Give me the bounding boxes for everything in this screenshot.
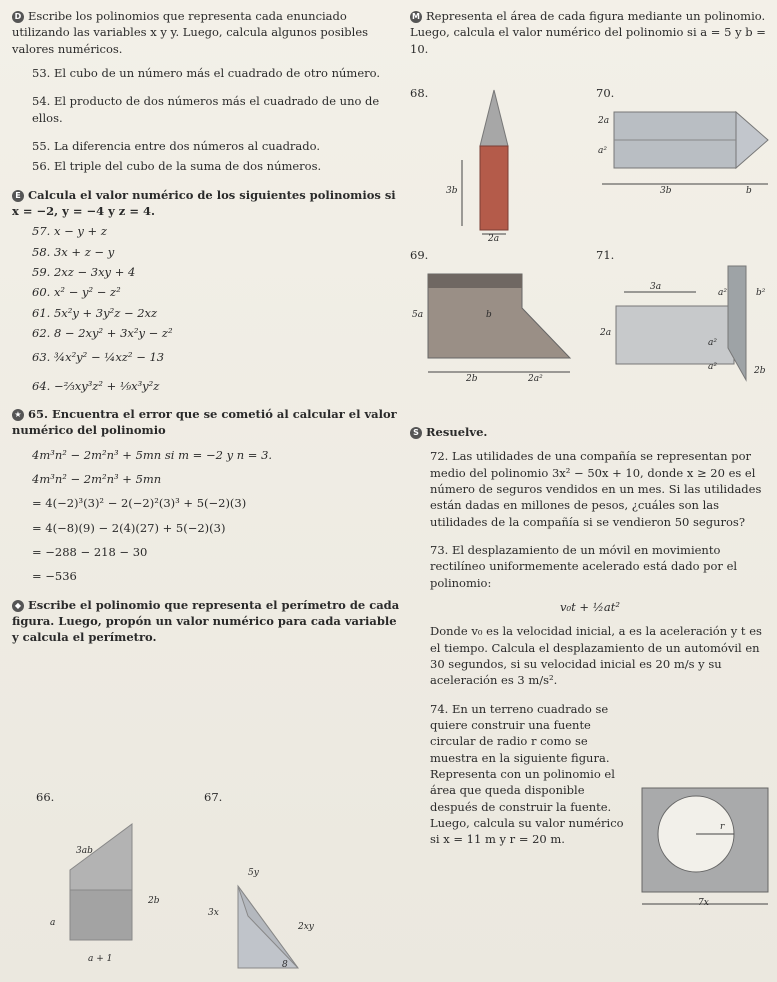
exercise-56: 56. El triple del cubo de la suma de dos números. <box>32 159 322 174</box>
fig74-r-label: r <box>720 822 725 832</box>
fig71-a2-b-label: a² <box>708 338 717 348</box>
exercise-59: 59. 2xz − 3xy + 4 <box>32 264 136 279</box>
fig66-bottom <box>70 890 132 940</box>
exercise-intro-perimeter: ◆ Escribe el polinomio que representa el perímetro de cada figura. Luego, propón un valor numérico para cada variable y calcula el perímetro. <box>12 597 400 645</box>
fig67-bottom-label: 8 <box>282 960 288 970</box>
fig66-top-label: 3ab <box>76 846 93 856</box>
fig66-bottom-label: a + 1 <box>88 954 113 964</box>
fig71-rect <box>616 306 734 364</box>
fig66-top-triangle <box>70 824 132 890</box>
fig69-2a2-label: 2a² <box>528 374 543 384</box>
fig66-side-label: 2b <box>148 896 160 906</box>
fig67-left-label: 3x <box>208 908 219 918</box>
fig67-number: 67. <box>204 790 223 804</box>
figure-69 <box>410 248 590 388</box>
fig70-number: 70. <box>596 86 615 100</box>
fig71-svg <box>596 248 772 398</box>
fig74-7x-label: 7x <box>698 898 709 908</box>
exercise-73-formula: v₀t + ½at² <box>560 599 620 614</box>
exercise-65-line-6: = −536 <box>32 569 77 584</box>
figure-70 <box>590 86 772 246</box>
exercise-55: 55. La diferencia entre dos números al cuadrado. <box>32 138 321 153</box>
fig69-5a-label: 5a <box>412 310 424 320</box>
exercise-65-line-2: 4m³n² − 2m²n³ + 5mn <box>32 471 162 486</box>
exercise-73-b: Donde v₀ es la velocidad inicial, a es la aceleración y t es el tiempo. Calcula el desplazamiento de un automóvil en 30 segundos, si su velocidad inicial es 20 m/s y su aceleración es 3 m/s². <box>430 624 762 688</box>
fig66-number: 66. <box>36 790 55 804</box>
fig70-2a-label: 2a <box>598 116 610 126</box>
fig68-svg <box>410 86 590 246</box>
exercise-53: 53. El cubo de un número más el cuadrado de otro número. <box>32 65 381 80</box>
fig71-a2-c-label: a² <box>708 362 717 372</box>
exercise-62: 62. 8 − 2xy² + 3x²y − z² <box>32 325 173 340</box>
fig69-b-label: b <box>486 310 492 320</box>
fig74-svg <box>636 786 772 916</box>
exercise-intro-d: D Escribe los polinomios que representa cada enunciado utilizando las variables x y y. Luego, calcula algunos posibles valores numéricos. <box>12 9 369 56</box>
puzzle-badge-icon: ◆ <box>12 600 24 612</box>
exercise-64: 64. −⅔xy³z² + ⅑x³y²z <box>32 378 160 393</box>
fig71-number: 71. <box>596 248 615 262</box>
fig69-number: 69. <box>410 248 429 262</box>
fig69-svg <box>410 248 590 388</box>
figure-71 <box>596 248 772 398</box>
exercise-54: 54. El producto de dos números más el cuadrado de uno de ellos. <box>32 94 380 125</box>
section-badge-s-icon: S <box>410 427 422 439</box>
left-column <box>12 8 404 646</box>
exercise-intro-e: E Calcula el valor numérico de los siguientes polinomios si x = −2, y = −4 y z = 4. <box>12 187 396 218</box>
fig71-2b-label: 2b <box>754 366 766 376</box>
fig68-w-label: 2a <box>488 234 500 244</box>
exercise-65-line-4: = 4(−8)(9) − 2(4)(27) + 5(−2)(3) <box>32 520 226 535</box>
fig71-a2-a-label: a² <box>718 288 727 298</box>
fig71-3a-label: 3a <box>650 282 662 292</box>
section-badge-e-icon: E <box>12 190 24 202</box>
exercise-58: 58. 3x + z − y <box>32 244 115 259</box>
figures-66-67 <box>12 790 412 980</box>
figure-74 <box>636 786 772 916</box>
fig68-h-label: 3b <box>446 186 458 196</box>
fig70-svg <box>590 86 772 246</box>
fig68-number: 68. <box>410 86 429 100</box>
fig68-triangle <box>480 90 508 146</box>
fig70-triangle <box>736 112 768 168</box>
exercise-intro-m: M Representa el área de cada figura mediante un polinomio. Luego, calcula el valor numérico del polinomio si a = 5 y b = 10. <box>410 9 766 56</box>
figure-68 <box>410 86 590 246</box>
exercise-73: 73. El desplazamiento de un móvil en movimiento rectilíneo uniformemente acelerado está dado por el polinomio: <box>430 542 738 590</box>
exercise-65: ★ 65. Encuentra el error que se cometió al calcular el valor numérico del polinomio <box>12 406 397 438</box>
right-column <box>410 8 770 57</box>
fig70-a2-label: a² <box>598 146 607 156</box>
fig71-b2-label: b² <box>756 288 766 298</box>
exercise-65-line-3: = 4(−2)³(3)² − 2(−2)²(3)³ + 5(−2)(3) <box>32 496 247 511</box>
exercise-63: 63. ¾x²y² − ¼xz² − 13 <box>32 350 165 365</box>
fig70-b-label: b <box>746 186 752 196</box>
fig67-top-label: 5y <box>248 868 259 878</box>
section-badge-m-icon: M <box>410 11 422 23</box>
fig69-top-band <box>428 274 522 288</box>
fig66-left-label: a <box>50 918 56 928</box>
exercise-61: 61. 5x²y + 3y²z − 2xz <box>32 305 158 320</box>
exercise-72: 72. Las utilidades de una compañía se representan por medio del polinomio 3x² − 50x + 10, donde x ≥ 20 es el número de seguros vendidos en un mes. Si las utilidades están dadas en millones de pesos, ¿cuáles son las utilidades de la compañía si se vendieron 50 seguros? <box>430 449 762 529</box>
exercise-60: 60. x² − y² − z² <box>32 285 121 300</box>
fig70-3b-label: 3b <box>660 186 672 196</box>
resuelve-heading: S Resuelve. <box>410 424 770 440</box>
fig67-diag-label: 2xy <box>298 922 314 932</box>
perimeter-figures-svg <box>12 790 412 980</box>
fig71-2a-label: 2a <box>600 328 612 338</box>
fig69-2b-label: 2b <box>466 374 478 384</box>
exercise-65-line-1: 4m³n² − 2m²n³ + 5mn si m = −2 y n = 3. <box>32 447 273 462</box>
fig68-rect <box>480 146 508 230</box>
exercise-74: 74. En un terreno cuadrado se quiere construir una fuente circular de radio r como se muestra en la siguiente figura. Representa con un polinomio el área que queda disponible después de construir la fuente. Luego, calcula su valor numérico si x = 11 m y r = 20 m. <box>430 701 624 847</box>
section-badge-icon: D <box>12 11 24 23</box>
star-badge-icon: ★ <box>12 409 24 421</box>
exercise-65-line-5: = −288 − 218 − 30 <box>32 544 148 559</box>
resuelve-section <box>410 424 770 848</box>
exercise-57: 57. x − y + z <box>32 224 107 239</box>
